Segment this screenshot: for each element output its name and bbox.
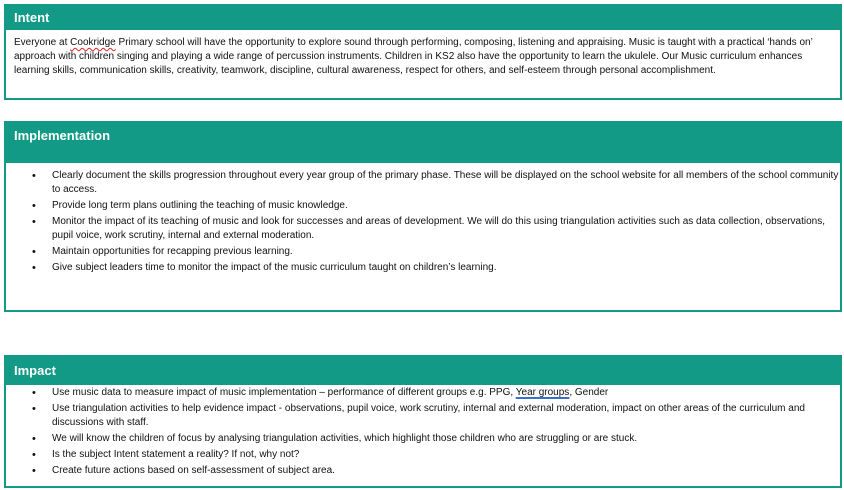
school-name: Cookridge xyxy=(70,37,116,48)
intent-paragraph xyxy=(6,30,840,78)
list-item: • We will know the children of focus by analysing triangulation activities, which highlight those children who are struggling or are stuck. xyxy=(52,432,840,446)
list-item: • Provide long term plans outlining the teaching of music knowledge. xyxy=(52,199,840,213)
list-item: • Monitor the impact of its teaching of music and look for successes and areas of development. We will do this using triangulation activities such as data collection, observations, pupil voice, work scrutiny, internal and external moderation. xyxy=(52,215,840,243)
intent-section xyxy=(4,4,842,100)
list-item: • Clearly document the skills progression throughout every year group of the primary phase. These will be displayed on the school website for all members of the school community to access. xyxy=(52,169,840,197)
intent-heading: Intent xyxy=(6,6,840,30)
intent-text-start: Everyone at xyxy=(14,37,71,48)
intent-text-rest: Primary school will have the opportunity to explore sound through performing, composing, listening and appraising. Music is taught with a practical ‘hands on’ approach with children singing and playing a wide range of percussion instruments. Children in KS2 also have the opportunity to learn the ukulele. Our Music curriculum enhances learning skills, communication skills, creativity, teamwork, discipline, cultural awareness, respect for others, and self-esteem through personal accomplishment. xyxy=(14,37,813,76)
list-item: • Create future actions based on self-assessment of subject area. xyxy=(52,464,840,478)
impact-item-text-end: , Gender xyxy=(569,387,609,398)
list-item: • Is the subject Intent statement a reality? If not, why not? xyxy=(52,448,840,462)
implementation-heading: Implementation xyxy=(6,123,840,163)
impact-list xyxy=(6,385,840,478)
impact-section xyxy=(4,355,842,488)
impact-heading: Impact xyxy=(6,357,840,385)
list-item: • Maintain opportunities for recapping previous learning. xyxy=(52,245,840,259)
list-item: • Give subject leaders time to monitor the impact of the music curriculum taught on children’s learning. xyxy=(52,261,840,275)
impact-item-text: Use music data to measure impact of music implementation – performance of different groups e.g. PPG, xyxy=(52,387,516,398)
list-item xyxy=(52,386,840,400)
implementation-list xyxy=(6,163,840,275)
implementation-section xyxy=(4,121,842,312)
list-item: • Use triangulation activities to help evidence impact - observations, pupil voice, work scrutiny, internal and external moderation, impact on other areas of the curriculum and discussions with staff. xyxy=(52,402,840,430)
year-groups-text: Year groups xyxy=(515,387,570,398)
